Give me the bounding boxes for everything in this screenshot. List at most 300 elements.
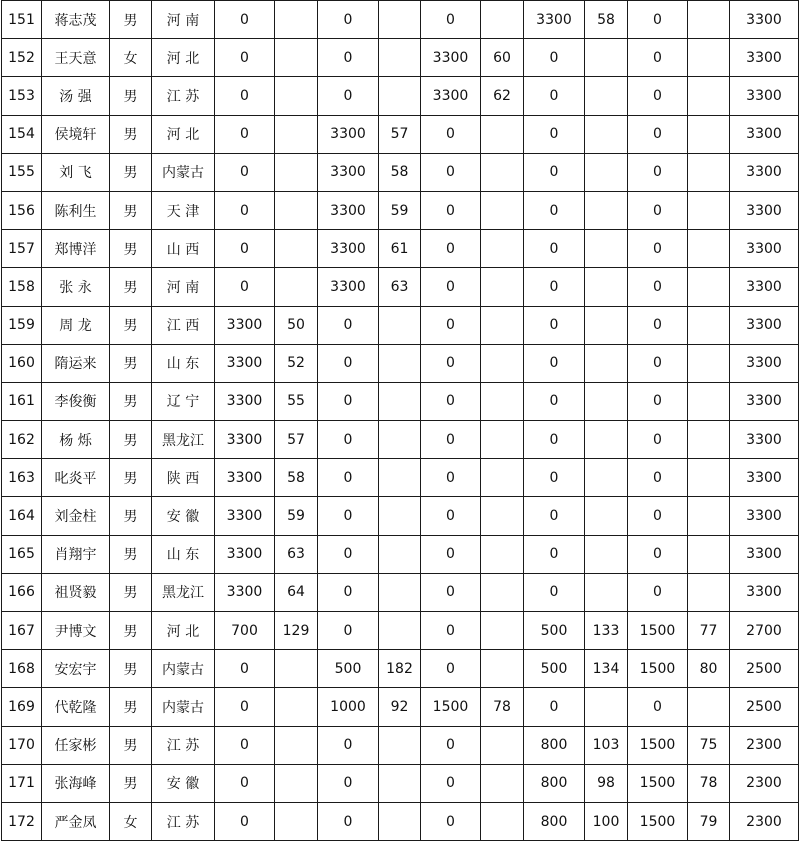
cell-athlete-name: 代乾隆 (42, 688, 110, 726)
table-row (2, 1, 799, 39)
cell-rank-4 (585, 77, 628, 115)
cell-rank-4 (585, 535, 628, 573)
cell-rank-3 (481, 612, 524, 650)
cell-rank-4 (585, 344, 628, 382)
cell-score-2: 3300 (318, 115, 379, 153)
cell-rank-2 (379, 573, 421, 611)
cell-gender: 男 (110, 344, 152, 382)
cell-rank-3: 60 (481, 39, 524, 77)
cell-rank-1: 57 (275, 421, 318, 459)
cell-row-number: 168 (2, 650, 42, 688)
cell-score-5: 0 (628, 153, 688, 191)
cell-rank-3 (481, 268, 524, 306)
cell-rank-4 (585, 39, 628, 77)
cell-gender: 男 (110, 612, 152, 650)
cell-province: 江 苏 (152, 802, 215, 840)
cell-province: 内蒙古 (152, 153, 215, 191)
cell-athlete-name: 隋运来 (42, 344, 110, 382)
cell-score-3: 0 (421, 153, 481, 191)
cell-score-4: 0 (524, 421, 585, 459)
cell-gender: 男 (110, 382, 152, 420)
cell-score-1: 0 (215, 688, 275, 726)
cell-rank-2 (379, 764, 421, 802)
cell-row-number: 162 (2, 421, 42, 459)
cell-row-number: 165 (2, 535, 42, 573)
cell-rank-3 (481, 421, 524, 459)
cell-score-5: 0 (628, 535, 688, 573)
cell-score-2: 0 (318, 764, 379, 802)
cell-gender: 男 (110, 497, 152, 535)
table-row (2, 230, 799, 268)
cell-score-3: 3300 (421, 39, 481, 77)
cell-gender: 男 (110, 115, 152, 153)
cell-score-1: 0 (215, 268, 275, 306)
cell-row-number: 167 (2, 612, 42, 650)
cell-row-number: 157 (2, 230, 42, 268)
cell-rank-4: 134 (585, 650, 628, 688)
cell-score-5: 0 (628, 191, 688, 229)
cell-score-1: 0 (215, 764, 275, 802)
cell-rank-2 (379, 802, 421, 840)
cell-total-score: 3300 (730, 115, 799, 153)
cell-total-score: 3300 (730, 421, 799, 459)
cell-score-3: 0 (421, 573, 481, 611)
cell-rank-4 (585, 459, 628, 497)
cell-row-number: 161 (2, 382, 42, 420)
cell-province: 安 徽 (152, 497, 215, 535)
cell-rank-4 (585, 497, 628, 535)
cell-total-score: 3300 (730, 1, 799, 39)
cell-gender: 男 (110, 153, 152, 191)
cell-province: 辽 宁 (152, 382, 215, 420)
cell-score-4: 0 (524, 382, 585, 420)
cell-rank-4 (585, 115, 628, 153)
cell-total-score: 2300 (730, 764, 799, 802)
cell-athlete-name: 肖翔宇 (42, 535, 110, 573)
cell-score-3: 0 (421, 382, 481, 420)
cell-rank-1 (275, 115, 318, 153)
cell-score-1: 0 (215, 650, 275, 688)
cell-rank-1: 52 (275, 344, 318, 382)
cell-rank-4: 133 (585, 612, 628, 650)
cell-rank-3 (481, 306, 524, 344)
cell-gender: 男 (110, 573, 152, 611)
table-row (2, 497, 799, 535)
cell-athlete-name: 周 龙 (42, 306, 110, 344)
cell-rank-5 (688, 688, 730, 726)
cell-gender: 男 (110, 1, 152, 39)
cell-gender: 男 (110, 688, 152, 726)
cell-athlete-name: 祖贤毅 (42, 573, 110, 611)
cell-row-number: 172 (2, 802, 42, 840)
cell-gender: 男 (110, 421, 152, 459)
table-row (2, 153, 799, 191)
cell-score-5: 0 (628, 459, 688, 497)
cell-score-4: 0 (524, 535, 585, 573)
cell-athlete-name: 李俊衡 (42, 382, 110, 420)
cell-score-1: 0 (215, 115, 275, 153)
cell-rank-5 (688, 573, 730, 611)
cell-rank-5: 79 (688, 802, 730, 840)
cell-rank-3 (481, 1, 524, 39)
cell-score-5: 0 (628, 1, 688, 39)
cell-province: 河 北 (152, 39, 215, 77)
cell-score-3: 0 (421, 268, 481, 306)
cell-score-2: 1000 (318, 688, 379, 726)
cell-score-5: 0 (628, 688, 688, 726)
ranking-table (1, 0, 799, 841)
table-row (2, 268, 799, 306)
cell-athlete-name: 尹博文 (42, 612, 110, 650)
table-row (2, 612, 799, 650)
cell-rank-3 (481, 497, 524, 535)
cell-gender: 男 (110, 764, 152, 802)
cell-province: 山 西 (152, 230, 215, 268)
cell-rank-3 (481, 230, 524, 268)
cell-score-2: 0 (318, 344, 379, 382)
cell-rank-5 (688, 77, 730, 115)
cell-rank-2 (379, 535, 421, 573)
cell-total-score: 3300 (730, 153, 799, 191)
cell-total-score: 3300 (730, 39, 799, 77)
cell-rank-4 (585, 230, 628, 268)
cell-gender: 女 (110, 802, 152, 840)
table-row (2, 39, 799, 77)
cell-score-5: 1500 (628, 764, 688, 802)
cell-rank-3 (481, 191, 524, 229)
cell-total-score: 3300 (730, 77, 799, 115)
cell-rank-4 (585, 573, 628, 611)
cell-rank-1 (275, 650, 318, 688)
cell-gender: 男 (110, 535, 152, 573)
cell-score-5: 0 (628, 39, 688, 77)
cell-score-2: 0 (318, 726, 379, 764)
cell-score-3: 0 (421, 421, 481, 459)
cell-total-score: 3300 (730, 497, 799, 535)
cell-score-4: 0 (524, 344, 585, 382)
cell-rank-2 (379, 39, 421, 77)
cell-gender: 男 (110, 306, 152, 344)
cell-score-2: 0 (318, 39, 379, 77)
cell-province: 河 南 (152, 1, 215, 39)
cell-row-number: 171 (2, 764, 42, 802)
cell-athlete-name: 叱炎平 (42, 459, 110, 497)
cell-rank-5: 80 (688, 650, 730, 688)
cell-score-4: 0 (524, 153, 585, 191)
cell-total-score: 2500 (730, 688, 799, 726)
cell-rank-2 (379, 726, 421, 764)
table-row (2, 191, 799, 229)
cell-score-4: 500 (524, 650, 585, 688)
cell-rank-4 (585, 306, 628, 344)
cell-athlete-name: 陈利生 (42, 191, 110, 229)
cell-total-score: 3300 (730, 344, 799, 382)
cell-score-1: 3300 (215, 306, 275, 344)
cell-rank-5 (688, 268, 730, 306)
cell-rank-3: 78 (481, 688, 524, 726)
cell-rank-1: 58 (275, 459, 318, 497)
cell-score-3: 0 (421, 115, 481, 153)
cell-province: 内蒙古 (152, 688, 215, 726)
cell-rank-5 (688, 230, 730, 268)
cell-total-score: 2700 (730, 612, 799, 650)
cell-gender: 男 (110, 77, 152, 115)
cell-rank-1: 55 (275, 382, 318, 420)
cell-rank-2 (379, 421, 421, 459)
cell-score-4: 800 (524, 802, 585, 840)
cell-rank-3: 62 (481, 77, 524, 115)
cell-score-2: 0 (318, 382, 379, 420)
cell-rank-5 (688, 191, 730, 229)
cell-rank-5: 78 (688, 764, 730, 802)
cell-province: 山 东 (152, 535, 215, 573)
cell-score-1: 3300 (215, 573, 275, 611)
cell-rank-2 (379, 382, 421, 420)
cell-rank-3 (481, 573, 524, 611)
cell-rank-5 (688, 421, 730, 459)
cell-rank-2: 92 (379, 688, 421, 726)
cell-score-3: 0 (421, 764, 481, 802)
cell-score-5: 0 (628, 115, 688, 153)
cell-rank-1 (275, 764, 318, 802)
cell-rank-2 (379, 77, 421, 115)
cell-score-1: 0 (215, 153, 275, 191)
cell-score-5: 1500 (628, 650, 688, 688)
cell-gender: 男 (110, 268, 152, 306)
cell-rank-2 (379, 1, 421, 39)
cell-row-number: 164 (2, 497, 42, 535)
cell-score-5: 0 (628, 497, 688, 535)
cell-rank-2 (379, 497, 421, 535)
cell-score-2: 0 (318, 459, 379, 497)
cell-province: 河 北 (152, 612, 215, 650)
cell-athlete-name: 杨 烁 (42, 421, 110, 459)
cell-rank-5 (688, 115, 730, 153)
cell-row-number: 166 (2, 573, 42, 611)
cell-row-number: 160 (2, 344, 42, 382)
cell-total-score: 3300 (730, 459, 799, 497)
cell-province: 陕 西 (152, 459, 215, 497)
cell-total-score: 2300 (730, 726, 799, 764)
cell-rank-5 (688, 535, 730, 573)
cell-score-4: 0 (524, 191, 585, 229)
cell-score-4: 0 (524, 459, 585, 497)
cell-score-5: 1500 (628, 612, 688, 650)
cell-gender: 男 (110, 191, 152, 229)
cell-score-1: 0 (215, 1, 275, 39)
cell-score-1: 3300 (215, 382, 275, 420)
cell-score-5: 0 (628, 573, 688, 611)
table-row (2, 459, 799, 497)
cell-score-4: 0 (524, 573, 585, 611)
cell-row-number: 151 (2, 1, 42, 39)
cell-row-number: 169 (2, 688, 42, 726)
table-row (2, 535, 799, 573)
cell-rank-4 (585, 382, 628, 420)
cell-score-1: 0 (215, 191, 275, 229)
cell-score-4: 0 (524, 77, 585, 115)
cell-score-1: 0 (215, 726, 275, 764)
cell-rank-4: 98 (585, 764, 628, 802)
table-row (2, 802, 799, 840)
cell-total-score: 3300 (730, 191, 799, 229)
cell-score-5: 0 (628, 306, 688, 344)
cell-athlete-name: 严金凤 (42, 802, 110, 840)
cell-rank-2 (379, 459, 421, 497)
cell-rank-4: 103 (585, 726, 628, 764)
cell-gender: 男 (110, 726, 152, 764)
cell-rank-3 (481, 802, 524, 840)
cell-score-3: 0 (421, 459, 481, 497)
cell-rank-1 (275, 726, 318, 764)
cell-rank-1 (275, 153, 318, 191)
cell-score-3: 0 (421, 612, 481, 650)
cell-score-2: 0 (318, 802, 379, 840)
cell-rank-5 (688, 459, 730, 497)
cell-athlete-name: 侯境轩 (42, 115, 110, 153)
cell-province: 天 津 (152, 191, 215, 229)
cell-rank-3 (481, 153, 524, 191)
cell-score-2: 3300 (318, 268, 379, 306)
cell-score-5: 0 (628, 421, 688, 459)
table-row (2, 382, 799, 420)
cell-rank-4 (585, 191, 628, 229)
cell-score-5: 0 (628, 77, 688, 115)
table-row (2, 306, 799, 344)
cell-rank-3 (481, 115, 524, 153)
cell-province: 江 苏 (152, 77, 215, 115)
cell-score-3: 0 (421, 802, 481, 840)
table-row (2, 764, 799, 802)
cell-score-1: 3300 (215, 421, 275, 459)
cell-score-1: 0 (215, 77, 275, 115)
table-row (2, 650, 799, 688)
cell-rank-2: 57 (379, 115, 421, 153)
cell-province: 黑龙江 (152, 421, 215, 459)
cell-athlete-name: 蒋志茂 (42, 1, 110, 39)
cell-rank-2 (379, 306, 421, 344)
cell-total-score: 2300 (730, 802, 799, 840)
cell-row-number: 153 (2, 77, 42, 115)
cell-rank-4 (585, 268, 628, 306)
cell-rank-4 (585, 688, 628, 726)
cell-rank-1: 59 (275, 497, 318, 535)
cell-score-1: 0 (215, 230, 275, 268)
cell-rank-5: 77 (688, 612, 730, 650)
cell-total-score: 3300 (730, 573, 799, 611)
cell-athlete-name: 刘 飞 (42, 153, 110, 191)
cell-rank-3 (481, 459, 524, 497)
cell-rank-2: 61 (379, 230, 421, 268)
cell-rank-2 (379, 612, 421, 650)
cell-athlete-name: 安宏宇 (42, 650, 110, 688)
cell-total-score: 3300 (730, 306, 799, 344)
cell-score-3: 0 (421, 191, 481, 229)
cell-rank-1 (275, 191, 318, 229)
cell-score-4: 0 (524, 39, 585, 77)
cell-rank-1 (275, 688, 318, 726)
cell-province: 黑龙江 (152, 573, 215, 611)
cell-rank-2: 63 (379, 268, 421, 306)
cell-athlete-name: 任家彬 (42, 726, 110, 764)
cell-rank-3 (481, 764, 524, 802)
cell-total-score: 3300 (730, 382, 799, 420)
table-row (2, 573, 799, 611)
cell-rank-5 (688, 306, 730, 344)
cell-score-3: 0 (421, 306, 481, 344)
cell-rank-1 (275, 1, 318, 39)
cell-rank-5 (688, 382, 730, 420)
cell-row-number: 170 (2, 726, 42, 764)
cell-score-1: 3300 (215, 459, 275, 497)
cell-rank-2: 58 (379, 153, 421, 191)
cell-rank-3 (481, 344, 524, 382)
cell-score-3: 0 (421, 1, 481, 39)
cell-score-5: 0 (628, 344, 688, 382)
cell-score-4: 0 (524, 230, 585, 268)
cell-score-4: 800 (524, 726, 585, 764)
cell-total-score: 3300 (730, 535, 799, 573)
cell-rank-1 (275, 802, 318, 840)
cell-score-5: 0 (628, 230, 688, 268)
cell-row-number: 163 (2, 459, 42, 497)
cell-rank-4 (585, 421, 628, 459)
cell-score-4: 0 (524, 268, 585, 306)
cell-score-2: 0 (318, 612, 379, 650)
cell-rank-1 (275, 77, 318, 115)
cell-province: 河 北 (152, 115, 215, 153)
cell-rank-1 (275, 39, 318, 77)
cell-score-4: 0 (524, 497, 585, 535)
cell-rank-5: 75 (688, 726, 730, 764)
cell-score-2: 0 (318, 421, 379, 459)
cell-rank-3 (481, 382, 524, 420)
cell-score-4: 0 (524, 115, 585, 153)
cell-athlete-name: 张 永 (42, 268, 110, 306)
table-row (2, 688, 799, 726)
cell-score-3: 0 (421, 497, 481, 535)
cell-row-number: 154 (2, 115, 42, 153)
cell-score-2: 0 (318, 497, 379, 535)
cell-score-2: 500 (318, 650, 379, 688)
cell-total-score: 2500 (730, 650, 799, 688)
cell-rank-2 (379, 344, 421, 382)
cell-score-2: 0 (318, 573, 379, 611)
cell-score-3: 0 (421, 535, 481, 573)
table-row (2, 77, 799, 115)
cell-rank-5 (688, 153, 730, 191)
cell-rank-3 (481, 535, 524, 573)
cell-rank-5 (688, 1, 730, 39)
cell-row-number: 152 (2, 39, 42, 77)
cell-score-2: 0 (318, 77, 379, 115)
table-row (2, 421, 799, 459)
cell-score-2: 3300 (318, 191, 379, 229)
cell-score-3: 0 (421, 726, 481, 764)
cell-score-3: 0 (421, 650, 481, 688)
cell-rank-5 (688, 344, 730, 382)
cell-score-5: 0 (628, 382, 688, 420)
cell-score-3: 1500 (421, 688, 481, 726)
cell-athlete-name: 刘金柱 (42, 497, 110, 535)
cell-score-1: 700 (215, 612, 275, 650)
cell-rank-2: 59 (379, 191, 421, 229)
cell-score-2: 0 (318, 535, 379, 573)
cell-athlete-name: 王天意 (42, 39, 110, 77)
cell-score-2: 0 (318, 1, 379, 39)
cell-rank-1: 63 (275, 535, 318, 573)
cell-province: 安 徽 (152, 764, 215, 802)
